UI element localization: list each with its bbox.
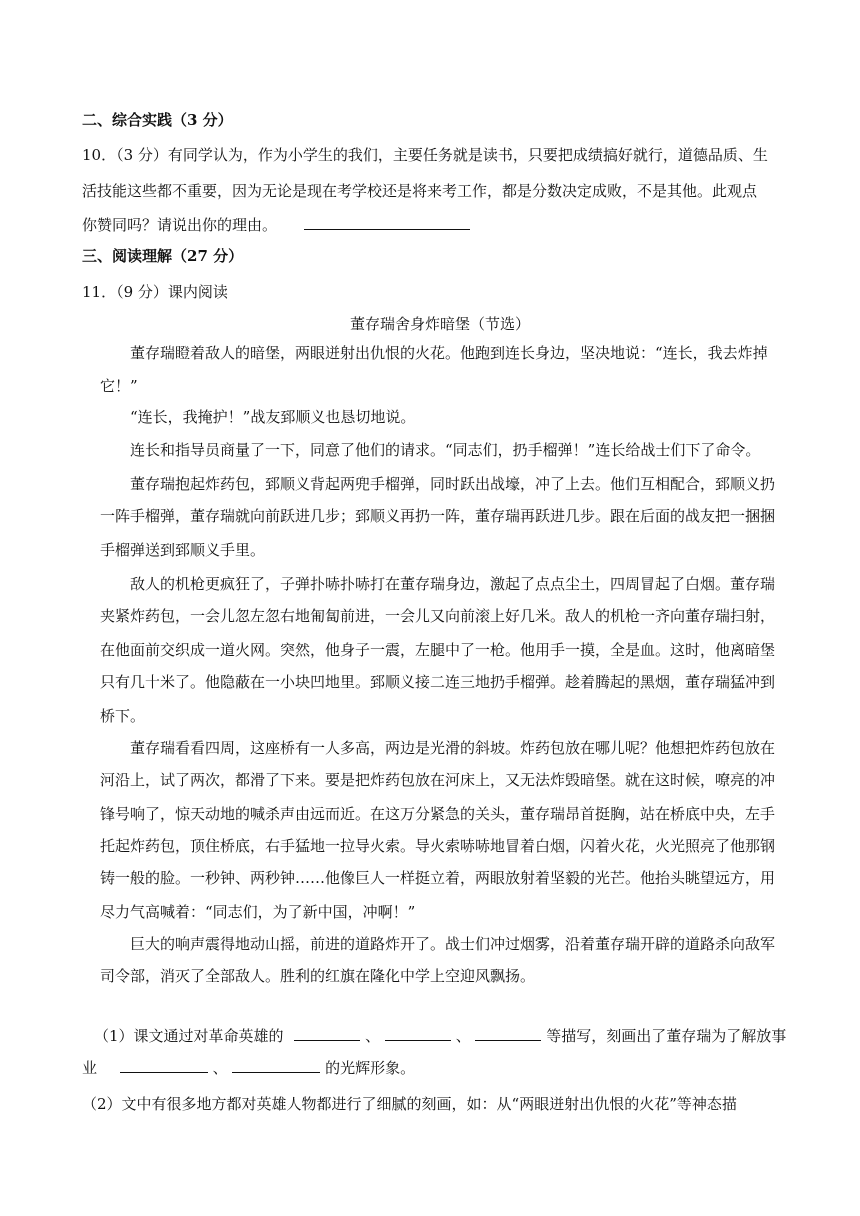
q10-line-3 bbox=[82, 215, 470, 235]
passage-line: 桥下。 bbox=[100, 707, 146, 725]
passage-line: 敌人的机枪更疯狂了，子弹扑哧扑哧打在董存瑞身边，激起了点点尘土，四周冒起了白烟。董存瑞 bbox=[130, 575, 776, 593]
section-heading-reading: 三、阅读理解（27 分） bbox=[82, 247, 244, 265]
passage-line: 在他面前交织成一道火网。突然，他身子一震，左腿中了一枪。他用手一摸，全是血。这时，他离暗堡 bbox=[100, 641, 776, 659]
passage-line: 锋号响了，惊天动地的喊杀声由远而近。在这万分紧急的关头，董存瑞昂首挺胸，站在桥底中央，左手 bbox=[100, 805, 776, 823]
sub1-text-a: （1）课文通过对革命英雄的 bbox=[94, 1027, 284, 1045]
q11-sub2-line-1: （2）文中有很多地方都对英雄人物都进行了细腻的刻画，如：从“两眼迸射出仇恨的火花”等神态描 bbox=[82, 1095, 737, 1113]
q11-sub1-line-1 bbox=[94, 1026, 786, 1046]
passage-line: 尽力气高喊着：“同志们，为了新中国，冲啊！” bbox=[100, 903, 416, 921]
sub1-text-c: 业 bbox=[82, 1059, 98, 1077]
blank-5[interactable] bbox=[232, 1058, 320, 1073]
q10-question-text: 你赞同吗？请说出你的理由。 bbox=[82, 216, 278, 234]
passage-line: 董存瑞瞪着敌人的暗堡，两眼迸射出仇恨的火花。他跑到连长身边，坚决地说：“连长，我去炸掉 bbox=[130, 344, 768, 362]
passage-line: 夹紧炸药包，一会儿忽左忽右地匍匐前进，一会儿又向前滚上好几米。敌人的机枪一齐向董存瑞扫射， bbox=[100, 607, 776, 625]
passage-line: 一阵手榴弹，董存瑞就向前跃进几步；郅顺义再扔一阵，董存瑞再跃进几步。跟在后面的战友把一捆捆 bbox=[100, 507, 776, 525]
sub1-text-b: 等描写，刻画出了董存瑞为了解放事 bbox=[546, 1027, 787, 1045]
blank-2[interactable] bbox=[385, 1026, 451, 1041]
sub1-text-d: 的光辉形象。 bbox=[325, 1059, 416, 1077]
section-heading-practice: 二、综合实践（3 分） bbox=[82, 111, 233, 129]
passage-line: 司令部，消灭了全部敌人。胜利的红旗在隆化中学上空迎风飘扬。 bbox=[100, 967, 536, 985]
passage-line: 手榴弹送到郅顺义手里。 bbox=[100, 541, 266, 559]
blank-3[interactable] bbox=[475, 1026, 541, 1041]
passage-line: 巨大的响声震得地动山摇，前进的道路炸开了。战士们冲过烟雾，沿着董存瑞开辟的道路杀向敌军 bbox=[130, 935, 776, 953]
sub1-sep-1: 、 bbox=[365, 1027, 381, 1045]
passage-line: 铸一般的脸。一秒钟、两秒钟……他像巨人一样挺立着，两眼放射着坚毅的光芒。他抬头眺望远方，用 bbox=[100, 869, 776, 887]
q10-line-1: 10．（3 分）有同学认为，作为小学生的我们，主要任务就是读书，只要把成绩搞好就行，道德品质、生 bbox=[82, 146, 768, 164]
q11-header: 11．（9 分）课内阅读 bbox=[82, 283, 228, 301]
blank-1[interactable] bbox=[294, 1026, 360, 1041]
passage-line: 它！” bbox=[100, 377, 138, 395]
passage-line: 连长和指导员商量了一下，同意了他们的请求。“同志们，扔手榴弹！”连长给战士们下了命令。 bbox=[130, 441, 761, 459]
passage-line: 河沿上，试了两次，都滑了下来。要是把炸药包放在河床上，又无法炸毁暗堡。就在这时候，嘹亮的冲 bbox=[100, 771, 776, 789]
passage-title: 董存瑞舍身炸暗堡（节选） bbox=[350, 315, 531, 333]
sub1-sep-3: 、 bbox=[212, 1059, 228, 1077]
passage-line: 董存瑞看看四周，这座桥有一人多高，两边是光滑的斜坡。炸药包放在哪儿呢？他想把炸药包放在 bbox=[130, 739, 776, 757]
q11-sub1-line-2 bbox=[82, 1058, 415, 1078]
passage-line: 只有几十米了。他隐蔽在一小块凹地里。郅顺义接二连三地扔手榴弹。趁着腾起的黑烟，董存瑞猛冲到 bbox=[100, 673, 776, 691]
passage-line: “连长，我掩护！”战友郅顺义也恳切地说。 bbox=[130, 408, 416, 426]
passage-line: 托起炸药包，顶住桥底，右手猛地一拉导火索。导火索哧哧地冒着白烟，闪着火花，火光照亮了他那钢 bbox=[100, 837, 776, 855]
sub1-sep-2: 、 bbox=[455, 1027, 471, 1045]
blank-4[interactable] bbox=[120, 1058, 208, 1073]
q10-line-2: 活技能这些都不重要，因为无论是现在考学校还是将来考工作，都是分数决定成败，不是其他。此观点 bbox=[82, 182, 758, 200]
q10-answer-blank[interactable] bbox=[304, 215, 470, 230]
passage-line: 董存瑞抱起炸药包，郅顺义背起两兜手榴弹，同时跃出战壕，冲了上去。他们互相配合，郅顺义扔 bbox=[130, 475, 776, 493]
